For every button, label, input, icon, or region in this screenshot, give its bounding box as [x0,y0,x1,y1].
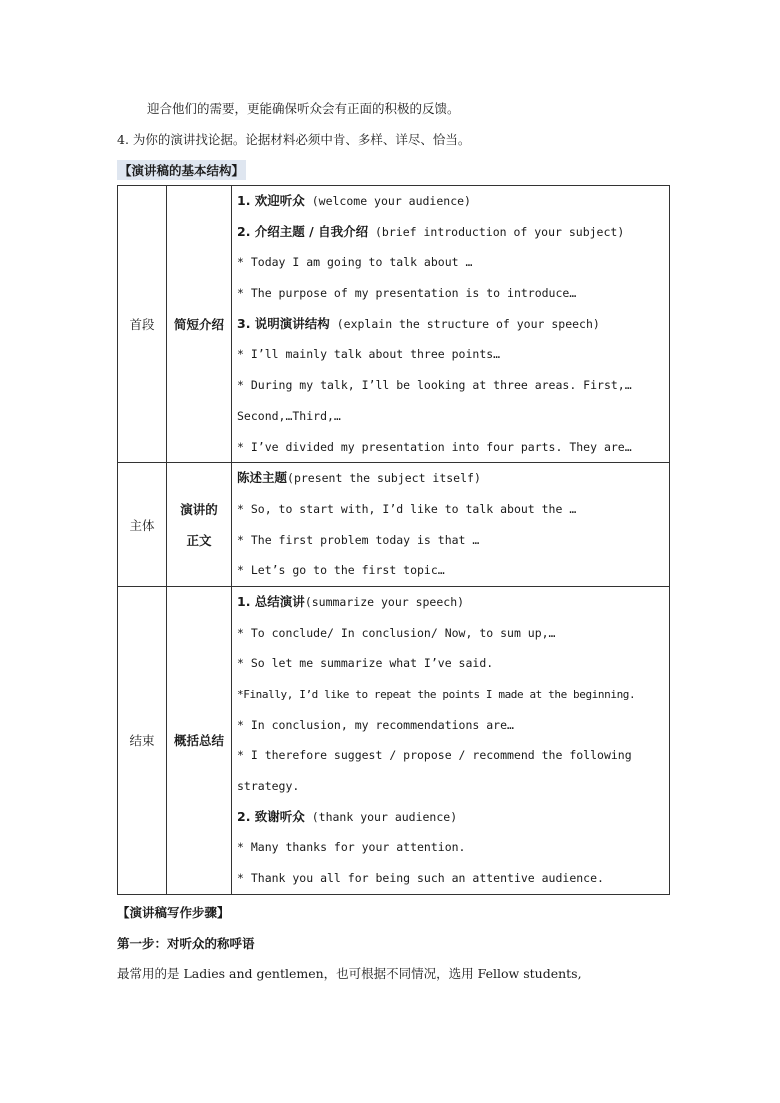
content-line: strategy. [237,779,300,794]
section-name-cell [167,463,232,587]
content-line: 1. 欢迎听众 (welcome your audience) [237,193,471,208]
content-line: 3. 说明演讲结构 (explain the structure of your speech) [237,315,600,331]
content-line: * Today I am going to talk about … [237,255,473,270]
content-line: * During my talk, I’ll be looking at three areas. First,… [237,378,632,393]
content-line: 1. 总结演讲(summarize your speech) [237,593,465,609]
step1-text: 最常用的是 Ladies and gentlemen，也可根据不同情况，选用 Fellow students, [117,966,582,981]
content-line: * I therefore suggest / propose / recommend the following [237,748,632,763]
part-cell: 主体 [118,463,167,587]
content-line: * I’ll mainly talk about three points… [237,347,501,362]
content-line: 2. 介绍主题 / 自我介绍 (brief introduction of your subject) [237,223,625,239]
section-title-structure: 【演讲稿的基本结构】 [117,160,246,180]
content-line: Second,…Third,… [237,408,341,423]
intro-line-1: 迎合他们的需要，更能确保听众会有正面的积极的反馈。 [147,101,460,116]
speech-structure-table [117,185,670,895]
part-cell: 结束 [118,586,167,894]
content-line: * So let me summarize what I’ve said. [237,656,494,671]
content-line: 2. 致谢听众 (thank your audience) [237,808,458,824]
content-cell [232,186,670,463]
content-line: 陈述主题(present the subject itself) [237,470,481,486]
intro-line-2: 4. 为你的演讲找论据。论据材料必须中肯、多样、详尽、恰当。 [117,132,471,147]
content-line: * I’ve divided my presentation into four parts. They are… [237,439,632,454]
content-line: * To conclude/ In conclusion/ Now, to sum up,… [237,625,556,640]
section-name-cell: 概括总结 [167,586,232,894]
step1-title: 第一步：对听众的称呼语 [117,936,255,951]
content-line: * Let’s go to the first topic… [237,563,445,578]
content-line: * The purpose of my presentation is to introduce… [237,286,577,301]
section-name-cell: 简短介绍 [167,186,232,463]
section-name-line-1: 演讲的 [180,501,218,517]
section-name-line-2: 正文 [186,532,212,548]
table-row [118,463,670,587]
part-cell: 首段 [118,186,167,463]
content-line: * So, to start with, I’d like to talk about the … [237,501,577,516]
section-title-steps: 【演讲稿写作步骤】 [117,905,230,920]
content-line: * Thank you all for being such an attentive audience. [237,871,604,886]
table-row [118,586,670,894]
content-line: * In conclusion, my recommendations are… [237,717,514,732]
content-cell [232,463,670,587]
content-line: * Many thanks for your attention. [237,840,466,855]
table-row [118,186,670,463]
content-cell [232,586,670,894]
content-line: * The first problem today is that … [237,532,480,547]
content-line: *Finally, I’d like to repeat the points I made at the beginning. [237,688,636,701]
